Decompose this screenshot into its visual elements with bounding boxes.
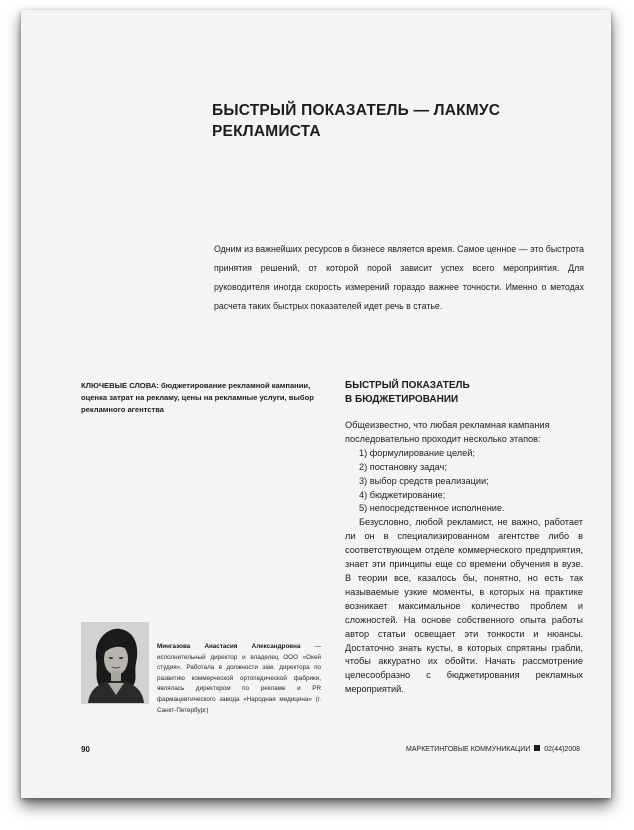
author-portrait-image xyxy=(82,623,148,703)
square-bullet-icon xyxy=(534,745,540,751)
journal-name: МАРКЕТИНГОВЫЕ КОММУНИКАЦИИ xyxy=(406,746,531,753)
article-title: БЫСТРЫЙ ПОКАЗАТЕЛЬ — ЛАКМУС РЕКЛАМИСТА xyxy=(212,102,501,140)
section-heading: БЫСТРЫЙ ПОКАЗАТЕЛЬ В БЮДЖЕТИРОВАНИИ xyxy=(345,380,470,405)
author-description: — исполнительный директор и владелец ООО «Окей студия». Работала в должности зам. директора по развитию коммерческой ортопедической фабрики, являлась директором по рекламе и PR фармацевтического завода «Народная медицина» (г. Санкт-Петербург) xyxy=(157,643,321,714)
body-paragraph: Безусловно, любой рекламист, не важно, работает ли он в специализированном агентстве либо в соответствующем отделе коммерческого предприятия, знает эти принципы еще со времени обучения в вузе. В теории все, казалось бы, понятно, но есть так называемые узкие моменты, в которых на практике возникает максимальное количество проблем и сложностей. На основе собственного опыта работы автор статьи освещает эти тонкости и нюансы. Достаточно знать кусты, в которых спрятаны грабли, чтобы аккуратно их обойти. Начать рассмотрение целесообразно с бюджетирования рекламных мероприятий. xyxy=(345,517,583,695)
article-body xyxy=(345,419,583,697)
list-item: 5) непосредственное исполнение. xyxy=(359,503,505,514)
article-lead: Одним из важнейших ресурсов в бизнесе является время. Самое ценное — это быстрота принятия решений, от которой порой зависит успех всего мероприятия. Для руководителя иногда скорость измерений гораздо важнее точности. Именно о методах расчета таких быстрых показателей идет речь в статье. xyxy=(214,244,584,311)
body-intro: Общеизвестно, что любая рекламная кампания последовательно проходит несколько этапов: xyxy=(345,420,550,444)
journal-footer xyxy=(406,745,580,753)
author-bio xyxy=(157,642,321,716)
list-item: 4) бюджетирование; xyxy=(359,489,446,500)
keywords-block xyxy=(81,380,321,416)
list-item: 1) формулирование целей; xyxy=(359,447,475,458)
page-number: 90 xyxy=(81,745,90,754)
magazine-page xyxy=(21,10,611,798)
issue-number: 02(44)2008 xyxy=(544,746,580,753)
author-photo xyxy=(81,622,149,704)
author-name: Мингазова Анастасия Александровна xyxy=(157,643,301,650)
keywords-label: КЛЮЧЕВЫЕ СЛОВА: xyxy=(81,381,159,390)
keywords-text: бюджетирование рекламной кампании, оценка затрат на рекламу, цены на рекламные услуги, выбор рекламного агентства xyxy=(81,381,314,414)
list-item: 2) постановку задач; xyxy=(359,461,447,472)
list-item: 3) выбор средств реализации; xyxy=(359,475,489,486)
